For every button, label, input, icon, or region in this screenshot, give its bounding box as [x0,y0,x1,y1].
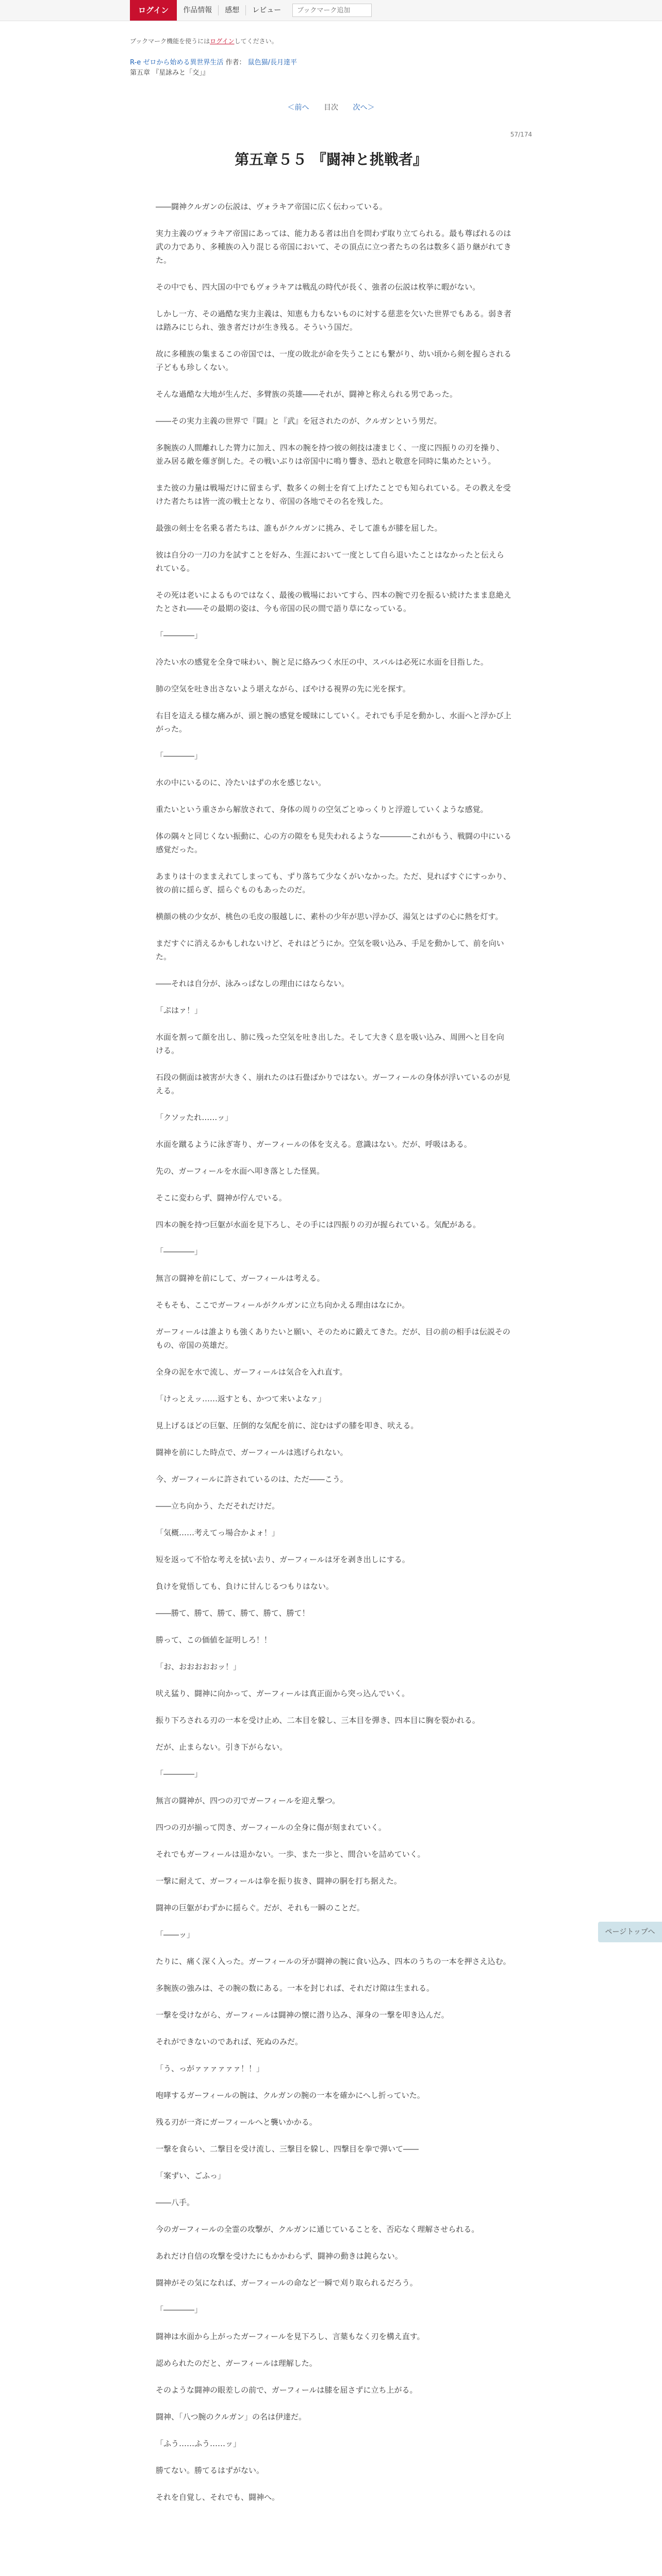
body-paragraph: それができないのであれば、死ぬのみだ。 [156,2037,303,2046]
body-paragraph: 多腕族の人間離れした膂力に加え、四本の腕を持つ彼の剣技は凄まじく、一度に四振りの刃を操り、並み居る敵を薙ぎ倒した。その戦いぶりは帝国中に鳴り響き、恐れと敬意を同時に集めたという。 [156,443,504,466]
body-paragraph: そのような闘神の眼差しの前で、ガーフィールは膝を屈さずに立ち上がる。 [156,2385,418,2395]
body-paragraph: そもそも、ここでガーフィールがクルガンに立ち向かえる理由はなにか。 [156,1300,410,1310]
login-button[interactable]: ログイン [130,0,177,21]
body-paragraph: 無言の闘神を前にして、ガーフィールは考える。 [156,1274,325,1283]
body-paragraph: 「クソッたれ……ッ」 [156,1113,233,1122]
next-link[interactable]: 次へ＞ [353,104,375,112]
body-paragraph: 水面を割って顔を出し、肺に残った空気を吐き出した。そして大きく息を吸い込み、周囲へと目を向ける。 [156,1032,504,1055]
breadcrumb [130,58,532,68]
body-paragraph: まだすぐに消えるかもしれないけど、それはどうにか。空気を吸い込み、手足を動かして、前を向いた。 [156,939,504,961]
body-paragraph: 「お、おおおおおッ！」 [156,1662,241,1671]
body-paragraph: 残る刃が一斉にガーフィールへと襲いかかる。 [156,2117,317,2127]
notice-suffix: してください。 [234,38,278,45]
body-paragraph: 吠え猛り、闘神に向かって、ガーフィールは真正面から突っ込んでいく。 [156,1689,410,1698]
body-paragraph: 短を返って不恰な考えを拭い去り、ガーフィールは牙を剥き出しにする。 [156,1555,410,1564]
body-paragraph: 多腕族の強みは、その腕の数にある。一本を封じれば、それだけ隙は生まれる。 [156,1984,435,1993]
pager [130,102,532,112]
body-paragraph: 水の中にいるのに、冷たいはずの水を感じない。 [156,778,326,787]
body-paragraph: 一撃を受けながら、ガーフィールは闘神の懐に潜り込み、渾身の一撃を叩き込んだ。 [156,2010,449,2020]
body-paragraph: 今のガーフィールの全霊の攻撃が、クルガンに通じていることを、否応なく理解させられる。 [156,2225,479,2234]
body-paragraph: 「――――」 [156,1247,203,1256]
body-paragraph: 闘神の巨躯がわずかに揺らぐ。だが、それも一瞬のことだ。 [156,1903,365,1912]
body-paragraph: ――それは自分が、泳みっぱなしの理由にはならない。 [156,979,350,988]
body-paragraph: 実力主義のヴォラキア帝国にあっては、能力ある者は出自を問わず取り立てられる。最も尊ばれるのは武の力であり、多種族の入り混じる帝国において、その頂点に立つ者たちの名は数多く語り継がれてきた。 [156,229,511,265]
body-paragraph: 勝って、この価値を証明しろ！！ [156,1635,272,1645]
bookmark-input[interactable] [296,6,360,15]
body-paragraph: 水面を蹴るように泳ぎ寄り、ガーフィールの体を支える。意識はない。だが、呼吸はある。 [156,1140,472,1149]
body-paragraph: 見上げるほどの巨躯、圧倒的な気配を前に、淀むはずの膝を叩き、吠える。 [156,1421,419,1430]
chapter-group: 第五章 『星詠みと「交」』 [130,69,209,77]
body-paragraph: ガーフィールは誰よりも強くありたいと願い、そのために鍛えてきた。だが、目の前の相手は伝説そのもの、帝国の英雄だ。 [156,1327,510,1350]
body-paragraph: 「――――」 [156,1769,203,1778]
body-paragraph: 体の隅々と同じくない振動に、心の方の隙をも見失われるような――――これがもう、戦闘の中にいる感覚だった。 [156,832,512,854]
body-paragraph: ――立ち向かう、ただそれだけだ。 [156,1501,280,1511]
body-paragraph: 横顔の桃の少女が、桃色の毛皮の服越しに、素朴の少年が思い浮かび、湯気とはずの心に熱を灯す。 [156,912,503,921]
body-paragraph: また彼の力量は戦場だけに留まらず、数多くの剣士を育て上げたことでも知られている。その教えを受けた者たちは皆一流の戦士となり、帝国の各地でその名を残した。 [156,483,511,506]
prev-link[interactable]: ＜前へ [287,104,309,112]
body-paragraph: 最強の剣士を名乗る者たちは、誰もがクルガンに挑み、そして誰もが膝を屈した。 [156,523,442,533]
body-paragraph: 四本の腕を持つ巨躯が水面を見下ろし、その手には四振りの刃が握られている。気配がある。 [156,1220,481,1229]
chapter-title: 第五章５５ 『闘神と挑戦者』 [235,151,427,168]
body-paragraph: たりに、痛く深く入った。ガーフィールの牙が闘神の腕に食い込み、四本のうちの一本を押さえ込む。 [156,1957,511,1966]
body-paragraph: 無言の闘神が、四つの刃でガーフィールを迎え撃つ。 [156,1796,340,1805]
body-paragraph: だが、止まらない。引き下がらない。 [156,1742,288,1752]
page-top-button[interactable]: ページトップへ [598,1922,662,1942]
body-paragraph: 「――――」 [156,751,203,760]
body-paragraph: あれだけ自信の攻撃を受けたにもかかわらず、闘神の動きは鈍らない。 [156,2251,403,2261]
body-paragraph: 一撃に耐えて、ガーフィールは拳を振り抜き、闘神の胴を打ち据えた。 [156,1876,402,1886]
body-paragraph: 「――ッ」 [156,1930,195,1939]
body-paragraph: 闘神は水面から上がったガーフィールを見下ろし、言葉もなく刃を構え直す。 [156,2332,425,2341]
author-label: 作者： [225,59,246,66]
nav-link-review[interactable]: レビュー [252,6,282,14]
body-paragraph: 咆哮するガーフィールの腕は、クルガンの腕の一本を確かにへし折っていた。 [156,2091,425,2100]
body-paragraph: それでもガーフィールは退かない。一歩、また一歩と、間合いを詰めていく。 [156,1850,425,1859]
body-paragraph: 振り下ろされる刃の一本を受け止め、二本目を躱し、三本目を弾き、四本目に胸を裂かれる。 [156,1716,480,1725]
body-paragraph: ――その実力主義の世界で『闘』と『武』を冠されたのが、クルガンという男だ。 [156,416,442,426]
body-paragraph: 「ぷはァ！」 [156,1006,203,1015]
body-paragraph: 「案ずい、ごふっ」 [156,2171,226,2180]
body-paragraph: 先の、ガーフィールを水面へ叩き落とした怪異。 [156,1166,325,1176]
body-paragraph: 認められたのだと、ガーフィールは理解した。 [156,2359,317,2368]
body-paragraph: 「気概……考えてっ場合かよォ！」 [156,1528,279,1537]
body-paragraph: 一撃を食らい、二撃目を受け流し、三撃目を躱し、四撃目を拳で弾いて―― [156,2144,419,2154]
body-paragraph: あまりは十のままえれてしまっても、ずり落ちて少なくがいなかった。ただ、見ればすぐにすっかり、彼の前に揺らぎ、揺らぐものもあったのだ。 [156,872,511,894]
series-link[interactable]: R-e ゼロから始める異世界生活 [130,59,224,66]
body-paragraph: ――闘神クルガンの伝説は、ヴォラキア帝国に広く伝わっている。 [156,202,387,211]
body-paragraph: 冷たい水の感覚を全身で味わい、腕と足に絡みつく水圧の中、スバルは必死に水面を目指した。 [156,657,488,667]
body-paragraph: 負けを覚悟しても、負けに甘んじるつもりはない。 [156,1582,334,1591]
body-paragraph: 彼は自分の一刀の力を試すことを好み、生涯において一度として自ら退いたことはなかったと伝えられている。 [156,550,504,573]
body-paragraph: しかし一方、その過酷な実力主義は、知恵も力もないものに対する慈悲を欠いた世界でもある。弱き者は踏みにじられ、強き者だけが生き残る。そういう国だ。 [156,309,512,332]
top-bar [0,0,662,21]
notice-prefix: ブックマーク機能を使うには [130,38,210,45]
body-paragraph: ――八手。 [156,2198,195,2207]
body-paragraph: ――勝て、勝て、勝て、勝て、勝て、勝て！ [156,1608,310,1618]
body-paragraph: 闘神、「八つ腕のクルガン」の名は伊達だ。 [156,2412,307,2421]
body-paragraph: 「う、っがァァァァァァ！！」 [156,2064,264,2073]
body-paragraph: その中でも、四大国の中でもヴォラキアは戦乱の時代が長く、強者の伝説は枚挙に暇がない。 [156,282,481,292]
body-paragraph: 四つの刃が揃って閃き、ガーフィールの全身に傷が刻まれていく。 [156,1823,386,1832]
body-paragraph: 勝てない。勝てるはずがない。 [156,2466,264,2475]
body-paragraph: それを自覚し、それでも、闘神へ。 [156,2493,280,2502]
body-paragraph: 右目を這える様な痛みが、頭と腕の感覚を曖昧にしていく。それでも手足を動かし、水面へと浮かび上がった。 [156,711,511,734]
body-paragraph: 今、ガーフィールに許されているのは、ただ――こう。 [156,1475,348,1484]
body-paragraph: 肺の空気を吐き出さないよう堪えながら、ぼやける視界の先に光を探す。 [156,684,410,693]
page-number: 57/174 [510,131,532,138]
body-paragraph: 石段の側面は被害が大きく、崩れたのは石畳ばかりではない。ガーフィールの身体が浮いているのが見える。 [156,1073,510,1095]
novel-body [130,200,532,2504]
nav-link-work-info[interactable]: 作品情報 [183,6,212,14]
nav-link-impressions[interactable]: 感想 [225,6,240,14]
notice-login-link[interactable]: ログイン [210,38,235,45]
body-paragraph: 「――――」 [156,2305,203,2314]
login-notice [130,37,532,45]
top-bar-inner [130,0,532,21]
body-paragraph: 故に多種族の集まるこの帝国では、一度の敗北が命を失うことにも繋がり、幼い頃から剣を握らされる子どもも珍しくない。 [156,349,512,372]
body-paragraph: 「ふう……ふう……ッ」 [156,2439,241,2448]
author-link[interactable]: 鼠色猫/長月達平 [247,59,297,66]
body-paragraph: その死は老いによるものではなく、最後の戦場においてすら、四本の腕で刃を振るい続けたまま息絶えたとされ――その最期の姿は、今も帝国の民の間で語り草になっている。 [156,590,511,613]
body-paragraph: そこに変わらず、闘神が佇んでいる。 [156,1193,287,1202]
body-paragraph: 全身の泥を水で流し、ガーフィールは気合を入れ直す。 [156,1367,347,1377]
bookmark-box[interactable] [292,4,372,17]
body-paragraph: 闘神がその気になれば、ガーフィールの命など一瞬で刈り取られるだろう。 [156,2278,418,2287]
body-paragraph: 重たいという重さから解放されて、身体の周りの空気ごとゆっくりと浮遊していくような感覚。 [156,805,488,814]
body-paragraph: 「けっとえッ……返すとも、かつて来いよなァ」 [156,1394,326,1403]
toc-link[interactable]: 目次 [324,104,338,112]
main-container [130,37,532,2504]
body-paragraph: 闘神を前にした時点で、ガーフィールは逃げられない。 [156,1448,348,1457]
body-paragraph: そんな過酷な大地が生んだ、多臂族の英雄――それが、闘神と称えられる男であった。 [156,389,457,399]
body-paragraph: 「――――」 [156,631,203,640]
